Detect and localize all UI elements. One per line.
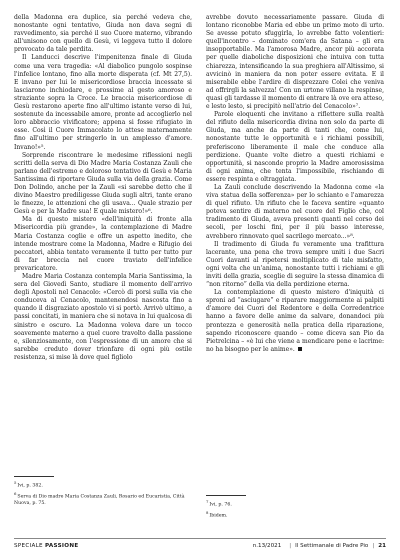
footnote — [14, 491, 192, 507]
footer-separator: | — [372, 543, 375, 549]
footnotes-right — [206, 495, 384, 522]
publication-name: Il Settimanale di Padre Pio — [295, 543, 369, 549]
paragraph: Madre Maria Costanza contempla Maria Santissima, la sera del Giovedì Santo, studiare il momento dell'arrivo degli Apostoli nel Cenacolo: «Cercò di porsi sulla via che conduceva al Cenacolo, mantenendosi nascosta fino a quando il disgraziato apostolo vi si portò. Arrivò ultimo, a passi concitati, in maniera che si notava in lui qualcosa di sinistro e oscuro. La Madonna voleva dare un tocco soavemente materno a quel cuore travolto dalla passione e, silenziosamente, con l'espressione di un amore che si sarebbe creduto dover trionfare di ogni più ostile resistenza, si mise là dove quel figliolo — [14, 273, 192, 361]
footnotes-left — [14, 476, 192, 509]
footnote-divider — [206, 495, 246, 496]
paragraph: Sorprende riscontrare le medesime riflessioni negli scritti della serva di Dio Madre Maria Costanza Zauli che parlano dell'estremo e doloroso tentativo di Gesù e Maria Santissima di riportare Giuda sulla via della grazia. Come Don Dolindo, anche per la Zauli «si sarebbe detto che il divino Maestro prediligesse Giuda sugli altri, tante erano le finezze, le attenzioni che gli usava... Quale strazio per Gesù e per la Madre sua! E quale mistero!»⁶. — [14, 151, 192, 216]
footer-divider — [14, 538, 386, 539]
footnote — [206, 499, 384, 509]
left-column — [14, 14, 192, 362]
footnote-number: 5 — [14, 480, 17, 485]
section-label — [14, 543, 78, 549]
issue-number: n.13/2021 — [252, 543, 282, 549]
footnote-text: Ivi, p. 76. — [209, 502, 232, 508]
paragraph: Il tradimento di Giuda fu veramente una trafittura lacerante, una pena che trova sempre uniti i due Sacri Cuori davanti al ripetersi moltiplicato di tale misfatto, ogni volta che un'anima, nonostante tutti i richiami e gli inviti della grazia, sceglie di seguire la stessa dinamica di “non ritorno” della via della perdizione eterna. — [206, 240, 384, 289]
footnote — [14, 480, 192, 490]
footnote-number: 6 — [14, 491, 17, 497]
page-footer — [14, 541, 386, 551]
paragraph-final-text: La contemplazione di questo mistero d'iniquità ci sproni ad “asciugare” e riparare maggiormente ai palpiti d'amore dei Cuori del Redentore e della Corredentrice hanno a favore delle anime da salvare, donandoci più prontezza e generosità nella pratica della riparazione, sapendo riconoscere quando – come diceva san Pio da Pietrelcina – «è lui che viene a mendicare pene e lacrime: no ha bisogno per le anime». — [206, 289, 384, 353]
footnote-divider — [14, 476, 54, 477]
footnote — [206, 510, 384, 520]
footnote-text: Ibidem. — [209, 514, 228, 520]
end-of-article-mark — [298, 347, 302, 351]
page-number: 21 — [378, 543, 386, 549]
section-prefix: SPECIALE — [14, 543, 43, 549]
footnote-text: Serva di Dio madre Maria Costanza Zauli, Rosario ed Eucaristia, Città Nuova, p. 75. — [14, 495, 185, 507]
footnote-text: Ivi, p. 382. — [17, 483, 43, 489]
right-column — [206, 14, 384, 354]
paragraph-final — [206, 289, 384, 354]
paragraph: Parole eloquenti che invitano a riflettere sulla realtà del rifiuto della misericordia divina non solo da parte di Giuda, ma anche da parte di tanti che, come lui, nonostante tutte le opportunità e i richiami possibili, preferiscono liberamente il male che conduce alla perdizione. Quante volte dietro a questi richiami e opportunità, si nasconde proprio la Madre amorosissima di ogni anima, che tenta l'impossibile, rischiando di essere respinta e oltraggiata. — [206, 111, 384, 183]
section-name: PASSIONE — [44, 543, 79, 549]
footnote-number: 7 — [206, 499, 209, 504]
footer-separator: | — [289, 543, 292, 549]
paragraph: avrebbe dovuto necessariamente passare. Giuda di lontano riconobbe Maria ed ebbe un primo moto di urto. Se avesse potuto sfuggirla, lo avrebbe fatto volentieri: quell'incontro – dominato com'era da Satana – gli era insopportabile. Ma l'amorosa Madre, ancor più accorata per quelle diaboliche disposizioni che intuiva con tutta chiarezza, intensificando la sua preghiera all'Altissimo, si avvicinò in maniera da non poter essere evitata. E il miserabile ebbe l'ardire di disprezzare Colei che veniva ad offrirgli la salvezza! Con un urtone villano la respinse, quasi gli tardasse il momento di entrare là ove era atteso, e lesto lesto, si precipitò nell'atrio del Cenacolo»⁷. — [206, 14, 384, 111]
paragraph: Il Landucci descrive l'impenitenza finale di Giuda come una vera tragedia: «Al diabolico pungolo sospinse l'infelice lontano, fino alla morte disperata (cf. Mt 27,5). E invano per lui le misericordiose braccia incessate si lasciarono inchiodare, e prossime al gesto amoroso e straziante sopra la Croce. Le braccia misericordiose di Gesù restarono aperte fino all'ultimo istante verso di lui, sostenute da incessabile amore, pronte ad accoglierlo nel loro abbraccio vivificatore; appena si fosse rifugiato in esse. Così il Cuore Immacolato lo attese maternamente fino all'ultimo per stringerlo in un amplesso d'amore. Invano!»⁵. — [14, 54, 192, 151]
paragraph: La Zauli conclude descrivendo la Madonna come «la viva statua della sofferenza» per lo schianto e l'amarezza di quel rifiuto. Un rifiuto che le faceva sentire «quanto poteva sentire di materno nel cuore del Figlio che, col tradimento di Giuda, aveva presenti quanti nel corso dei secoli, per loschi fini, per il più basso interesse, avrebbero rinnovato quel sacrilego mercato...»⁸. — [206, 183, 384, 240]
paragraph: Ma di questo mistero «dell'iniquità di fronte alla Misericordia più grande», la contemplazione di Madre Maria Costanza coglie e offre un aspetto inedito, che intende mostrare come la Madonna, Madre e Rifugio dei peccatori, abbia tentato veramente il tutto per tutto pur di far breccia nel cuore traviato dell'infelice prevaricatore. — [14, 216, 192, 272]
paragraph: della Madonna era duplice, sia perché vedeva che, nonostante ogni tentativo, Giuda non dava segni di ravvedimento, sia perché il suo Cuore materno, vibrando all'unisono con quello di Gesù, vi leggeva tutto il dolore provocato da tale perdita. — [14, 14, 192, 54]
footnote-number: 8 — [206, 510, 209, 516]
